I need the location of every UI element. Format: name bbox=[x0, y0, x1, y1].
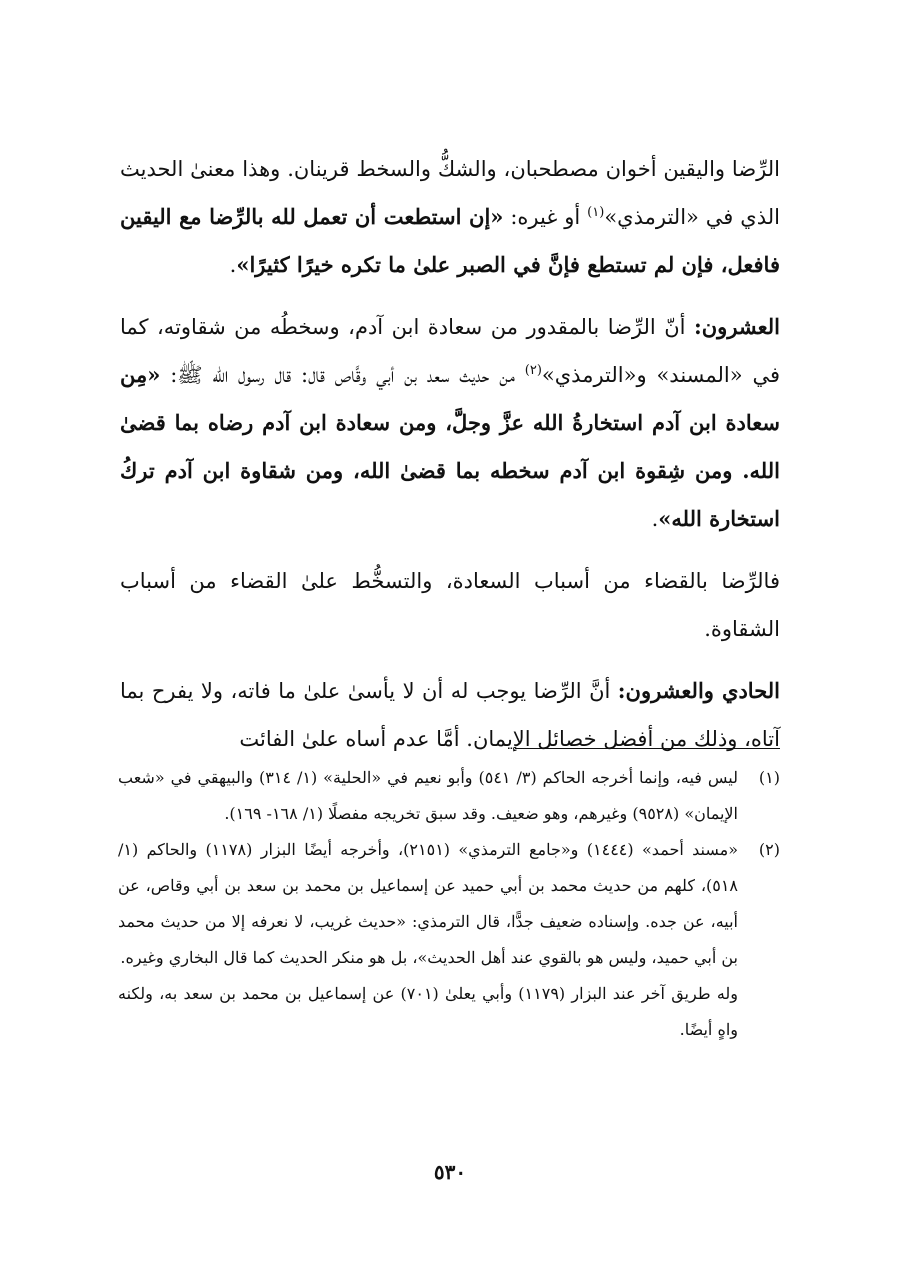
footnote-number: (١) bbox=[758, 768, 780, 787]
footnote-1 bbox=[118, 760, 780, 832]
footnote-separator bbox=[515, 748, 780, 749]
paragraph-1: الرِّضا واليقين أخوان مصطحبان، والشكُّ والسخط قرينان. وهذا معنىٰ الحديث الذي في «الترمذي»$^{(١)}$ أو غيره: «إن استطعت أن تعمل لله بالرِّضا مع اليقين فافعل، فإن لم تستطع فإنَّ في الصبر علىٰ ما تكره خيرًا كثيرًا». bbox=[120, 157, 780, 277]
footnote-text: «مسند أحمد» (١٤٤٤) و«جامع الترمذي» (٢١٥١)، وأخرجه أيضًا البزار (١١٧٨) والحاكم (١/ ٥١٨)، كلهم من حديث محمد بن أبي حميد عن إسماعيل بن محمد بن سعد بن أبي وقاص، عن أبيه، عن جده. وإسناده ضعيف جدًّا، قال الترمذي: «حديث غريب، لا نعرفه إلا من حديث محمد بن أبي حميد، وليس هو بالقوي عند أهل الحديث»، بل هو منكر الحديث كما قال البخاري وغيره. وله طريق آخر عند البزار (١١٧٩) وأبي يعلىٰ (٧٠١) عن إسماعيل بن محمد بن سعد به، ولكنه واهٍ أيضًا. bbox=[118, 840, 739, 1039]
page-number: ٥٣٠ bbox=[433, 1160, 467, 1184]
footnote-2 bbox=[118, 832, 780, 1048]
footnote-ref-2[interactable]: (٢) bbox=[524, 363, 542, 378]
footnote-ref-1[interactable]: (١) bbox=[587, 205, 605, 220]
paragraph-3: فالرِّضا بالقضاء من أسباب السعادة، والتسخُّط علىٰ القضاء من أسباب الشقاوة. bbox=[120, 569, 780, 641]
section-heading-twenty-first: الحادي والعشرون: bbox=[617, 678, 780, 703]
section-heading-twentieth: العشرون: bbox=[694, 314, 780, 339]
hadith-quote-2: «مِن سعادة ابن آدم استخارةُ الله عزَّ وجلَّ، ومن سعادة ابن آدم رضاه بما قضىٰ الله. ومن شِقوة ابن آدم سخطه بما قضىٰ الله، ومن شقاوة ابن آدم تركُ استخارة الله» bbox=[120, 362, 780, 531]
hadith-quote-1: «إن استطعت أن تعمل لله بالرِّضا مع اليقين فافعل، فإن لم تستطع فإنَّ في الصبر علىٰ ما تكره خيرًا كثيرًا» bbox=[120, 204, 780, 277]
paragraph-4: الحادي والعشرون: أنَّ الرِّضا يوجب له أن لا يأسىٰ علىٰ ما فاته، ولا يفرح بما آتاه، وذلك من أفضل خصائل الإيمان. أمَّا عدم أساه علىٰ الفائت bbox=[120, 678, 780, 751]
footnote-text: ليس فيه، وإنما أخرجه الحاكم (٣/ ٥٤١) وأبو نعيم في «الحلية» (١/ ٣١٤) والبيهقي في «شعب الإيمان» (٩٥٢٨) وغيرهم، وهو ضعيف. وقد سبق تخريجه مفصلًا (١/ ١٦٨- ١٦٩). bbox=[118, 768, 739, 823]
main-text bbox=[120, 145, 780, 777]
footnote-number: (٢) bbox=[758, 840, 780, 859]
footnotes bbox=[118, 760, 780, 1048]
paragraph-2: العشرون: أنّ الرِّضا بالمقدور من سعادة ابن آدم، وسخطُه من شقاوته، كما في «المسند» و«الترمذي»$^{(٢)}$ من حديث سعد بن أبي وقَّاص قال: قال رسول الله ﷺ: «مِن سعادة ابن آدم استخارةُ الله عزَّ وجلَّ، ومن سعادة ابن آدم رضاه بما قضىٰ الله. ومن شِقوة ابن آدم سخطه بما قضىٰ الله، ومن شقاوة ابن آدم تركُ استخارة الله». bbox=[120, 314, 781, 531]
